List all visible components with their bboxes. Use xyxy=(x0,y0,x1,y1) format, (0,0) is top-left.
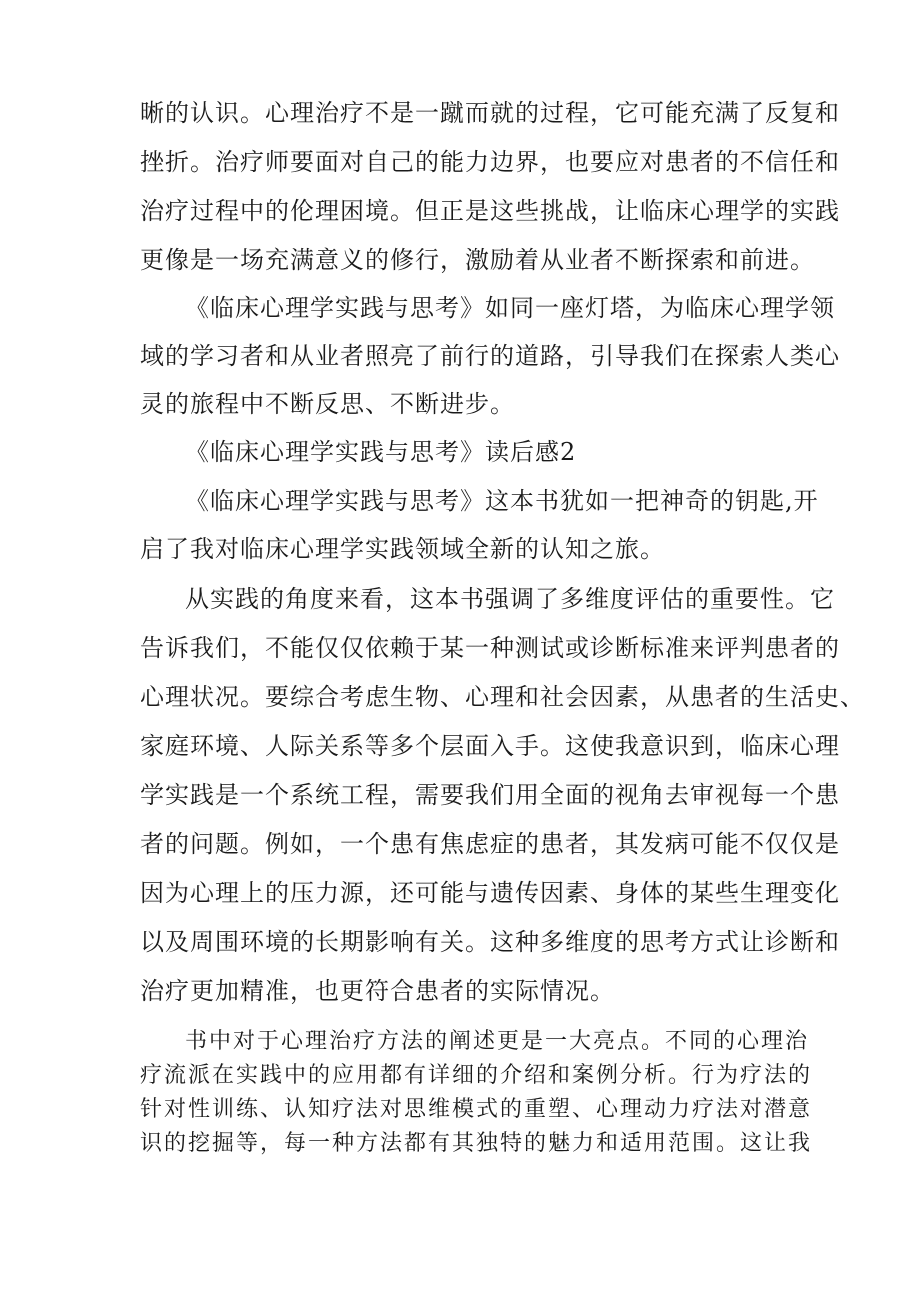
paragraph-4-line-4: 家庭环境、人际关系等多个层面入手。这使我意识到，临床心理 xyxy=(140,732,840,760)
paragraph-1-line-1: 晰的认识。心理治疗不是一蹴而就的过程，它可能充满了反复和 xyxy=(140,99,840,127)
paragraph-1-line-3: 治疗过程中的伦理困境。但正是这些挑战，让临床心理学的实践 xyxy=(140,197,840,225)
paragraph-5-line-2: 疗流派在实践中的应用都有详细的介绍和案例分析。行为疗法的 xyxy=(140,1063,813,1088)
paragraph-2-line-2: 域的学习者和从业者照亮了前行的道路，引导我们在探索人类心 xyxy=(140,342,840,370)
paragraph-3-line-1: 《临床心理学实践与思考》这本书犹如一把神奇的钥匙,开 xyxy=(185,487,819,515)
paragraph-5-line-3: 针对性训练、认知疗法对思维模式的重塑、心理动力疗法对潜意 xyxy=(140,1097,813,1122)
paragraph-4-line-7: 因为心理上的压力源，还可能与遗传因素、身体的某些生理变化 xyxy=(140,879,840,907)
section-heading: 《临床心理学实践与思考》读后感2 xyxy=(185,438,577,466)
paragraph-5-line-4: 识的挖掘等，每一种方法都有其独特的魅力和适用范围。这让我 xyxy=(140,1131,813,1156)
paragraph-5-line-1: 书中对于心理治疗方法的阐述更是一大亮点。不同的心理治 xyxy=(185,1029,810,1054)
paragraph-1-line-2: 挫折。治疗师要面对自己的能力边界，也要应对患者的不信任和 xyxy=(140,148,840,176)
paragraph-1-line-4: 更像是一场充满意义的修行，激励着从业者不断探索和前进。 xyxy=(140,246,815,274)
paragraph-4-line-1: 从实践的角度来看，这本书强调了多维度评估的重要性。它 xyxy=(185,585,835,613)
paragraph-2-line-1: 《临床心理学实践与思考》如同一座灯塔，为临床心理学领 xyxy=(185,294,835,322)
paragraph-4-line-2: 告诉我们，不能仅仅依赖于某一种测试或诊断标准来评判患者的 xyxy=(140,634,840,662)
paragraph-4-line-9: 治疗更加精准，也更符合患者的实际情况。 xyxy=(140,977,615,1005)
paragraph-4-line-6: 者的问题。例如，一个患有焦虑症的患者，其发病可能不仅仅是 xyxy=(140,830,840,858)
paragraph-4-line-3: 心理状况。要综合考虑生物、心理和社会因素，从患者的生活史、 xyxy=(140,683,865,711)
paragraph-2-line-3: 灵的旅程中不断反思、不断进步。 xyxy=(140,390,515,418)
paragraph-4-line-8: 以及周围环境的长期影响有关。这种多维度的思考方式让诊断和 xyxy=(140,928,840,956)
paragraph-4-line-5: 学实践是一个系统工程，需要我们用全面的视角去审视每一个患 xyxy=(140,781,840,809)
paragraph-3-line-2: 启了我对临床心理学实践领域全新的认知之旅。 xyxy=(140,535,665,563)
